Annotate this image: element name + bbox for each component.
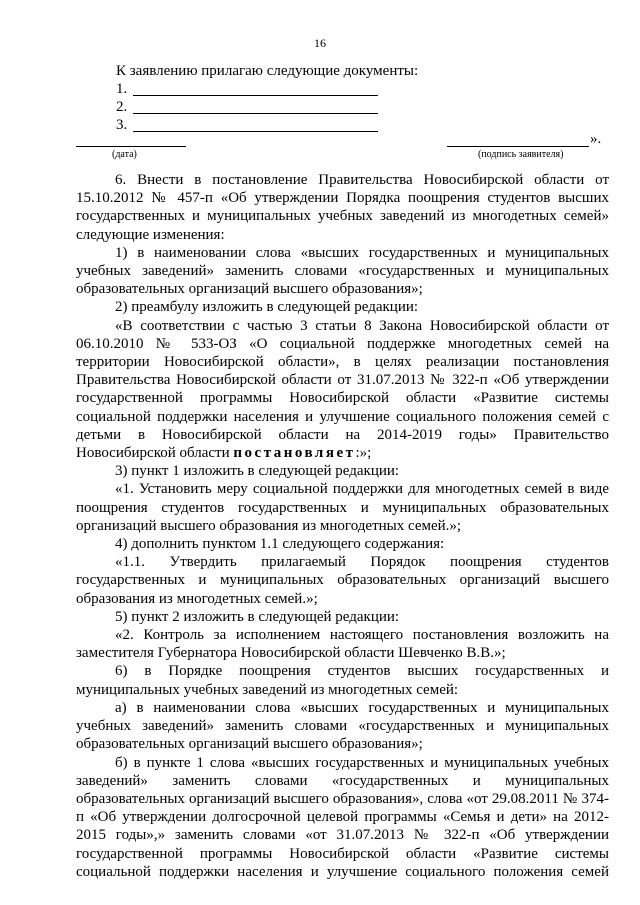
paragraph: 5) пункт 2 изложить в следующей редакции: <box>115 608 400 625</box>
paragraph: 3) пункт 1 изложить в следующей редакции: <box>115 463 400 480</box>
date-caption: (дата) <box>112 149 137 160</box>
attachment-number: 1. <box>116 81 128 97</box>
paragraph: «2. Контроль за исполнением настоящего постановления возложить на заместителя Губернатора Новосибирской области Шевченко В.В.»; <box>76 627 609 662</box>
attachment-number: 3. <box>116 117 128 133</box>
attachment-item <box>116 116 132 134</box>
blank-line <box>133 95 378 96</box>
paragraph: 6. Внести в постановление Правительства Новосибирской области от 15.10.2012 № 457-п «Об утверждении Порядка поощрения студентов высших государственных и муниципальных учебных заведений из многодетных семей» следующие изменения: <box>76 172 609 243</box>
paragraph-preamble <box>76 317 609 463</box>
paragraph: б) в пункте 1 слова «высших государственных и муниципальных учебных заведений» заменить словами «государственных и муниципальных образовательных организаций высшего образования», слова «от 29.08.2011 № 374-п «Об утверждении долгосрочной целевой программы «Семья и дети» на 2012-2015 годы»,» заменить словами «от 31.07.2013 № 322-п «Об утверждении государственной программы Новосибирской области «Развитие системы социальной поддержки населения и улучшение социального положения семей <box>76 754 609 880</box>
signature-closing: ». <box>590 131 602 147</box>
paragraph: 4) дополнить пунктом 1.1 следующего содержания: <box>115 536 445 553</box>
paragraph: 1) в наименовании слова «высших государственных и муниципальных учебных заведений» заменить словами «государственных и муниципальных образовательных организаций высшего образования»; <box>76 244 609 298</box>
signature-line <box>447 146 589 147</box>
attachment-number: 2. <box>116 99 128 115</box>
decree-tail: :»; <box>355 445 372 462</box>
paragraph: 2) преамбулу изложить в следующей редакции: <box>115 299 419 316</box>
page-number: 16 <box>314 36 326 50</box>
blank-line <box>133 113 378 114</box>
signature-caption: (подпись заявителя) <box>478 149 564 160</box>
blank-line <box>133 131 378 132</box>
preamble-text: «В соответствии с частью 3 статьи 8 Закона Новосибирской области от 06.10.2010 № 533-ОЗ «О социальной поддержке многодетных семей на территории Новосибирской области», в целях реализации постановления Правительства Новосибирской области от 31.07.2013 № 322-п «Об утверждении государственной программы Новосибирской области «Развитие системы социальной поддержки населения и улучшение социального положения семей с детьми в Новосибирской области на 2014-2019 годы» Правительство Новосибирской области <box>76 317 609 462</box>
paragraph: «1. Установить меру социальной поддержки для многодетных семей в виде поощрения студентов государственных и муниципальных образовательных организаций высшего образования из многодетных семей.»; <box>76 481 609 534</box>
paragraph: «1.1. Утвердить прилагаемый Порядок поощрения студентов государственных и муниципальных образовательных организаций высшего образования из многодетных семей.»; <box>76 554 609 607</box>
attachments-intro: К заявлению прилагаю следующие документы: <box>116 63 419 79</box>
attachment-item <box>116 80 132 98</box>
paragraph: а) в наименовании слова «высших государственных и муниципальных учебных заведений» заменить словами «государственных и муниципальных образовательных организаций высшего образования»; <box>76 699 609 753</box>
date-line <box>76 146 186 147</box>
decree-word: постановляет <box>233 445 356 462</box>
paragraph: 6) в Порядке поощрения студентов высших государственных и муниципальных учебных заведений из многодетных семей: <box>76 663 609 698</box>
attachment-item <box>116 98 132 116</box>
document-body <box>76 171 609 881</box>
